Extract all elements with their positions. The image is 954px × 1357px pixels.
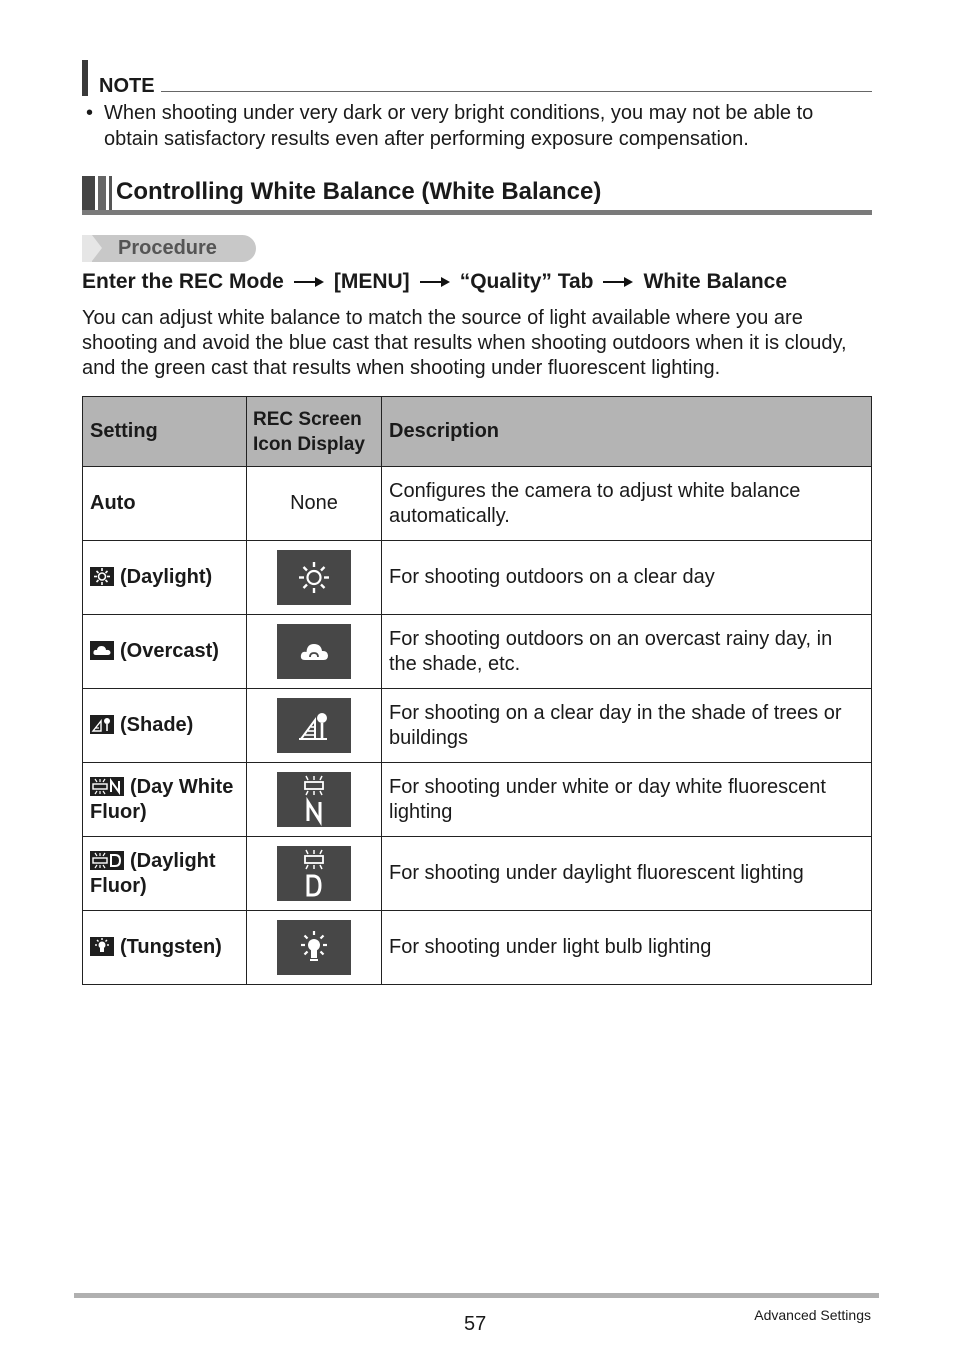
icon-cell <box>247 541 382 615</box>
setting-cell <box>83 541 247 615</box>
heading-bar <box>82 176 95 212</box>
section-title: Controlling White Balance (White Balance) <box>116 178 602 205</box>
setting-label: (Daylight Fluor) <box>90 849 216 897</box>
icon-cell <box>247 763 382 837</box>
icon-cell <box>247 911 382 985</box>
shade-icon <box>277 698 351 753</box>
header-icon-line1: REC Screen <box>253 408 362 430</box>
description-cell: For shooting outdoors on an overcast rainy day, in the shade, etc. <box>382 615 872 689</box>
tungsten-icon <box>90 937 114 956</box>
setting-label: (Shade) <box>120 714 194 736</box>
setting-cell: Auto <box>83 467 247 541</box>
table-row <box>83 763 872 837</box>
icon-cell: None <box>247 467 382 541</box>
setting-label: (Tungsten) <box>120 936 222 958</box>
path-step: [MENU] <box>333 270 410 293</box>
table-row <box>83 467 872 541</box>
table-header-row <box>83 397 872 467</box>
tungsten-icon <box>277 920 351 975</box>
menu-path <box>82 270 787 294</box>
intro-paragraph: You can adjust white balance to match the source of light available where you are shooting and avoid the blue cast that results when shooting outdoors when it is cloudy, and the green cast that results when shooting under fluorescent lighting. <box>82 307 847 379</box>
path-step: “Quality” Tab <box>459 270 594 293</box>
description-cell: For shooting under white or day white fluorescent lighting <box>382 763 872 837</box>
shade-icon <box>90 715 114 734</box>
header-icon-display <box>247 397 382 467</box>
page-number: 57 <box>464 1313 487 1335</box>
description-cell: For shooting under daylight fluorescent lighting <box>382 837 872 911</box>
setting-cell <box>83 837 247 911</box>
note-item <box>82 100 872 152</box>
overcast-icon <box>277 624 351 679</box>
note-text: When shooting under very dark or very bright conditions, you may not be able to obtain satisfactory results even after performing exposure compensation. <box>104 102 814 150</box>
day-white-fluor-icon <box>90 777 124 796</box>
table-row <box>83 689 872 763</box>
header-icon-line2: Icon Display <box>253 433 365 455</box>
note-label: NOTE <box>99 75 155 97</box>
setting-label: (Daylight) <box>120 566 213 588</box>
section-heading <box>82 176 872 216</box>
setting-cell <box>83 911 247 985</box>
table-row <box>83 911 872 985</box>
setting-cell <box>83 615 247 689</box>
setting-label: (Overcast) <box>120 640 219 662</box>
procedure-tag <box>82 235 256 262</box>
procedure-notch <box>92 235 102 261</box>
heading-bar <box>98 176 106 212</box>
overcast-icon <box>90 641 114 660</box>
heading-bar <box>109 176 112 212</box>
icon-cell <box>247 615 382 689</box>
setting-cell <box>83 689 247 763</box>
description-cell: Configures the camera to adjust white balance automatically. <box>382 467 872 541</box>
daylight-icon <box>90 567 114 586</box>
daylight-icon <box>277 550 351 605</box>
table-row <box>83 615 872 689</box>
arrow-right-icon <box>294 276 324 288</box>
setting-cell <box>83 763 247 837</box>
description-cell: For shooting outdoors on a clear day <box>382 541 872 615</box>
description-cell: For shooting under light bulb lighting <box>382 911 872 985</box>
bullet: • <box>86 102 94 124</box>
arrow-right-icon <box>420 276 450 288</box>
procedure-label: Procedure <box>118 237 217 259</box>
footer-section-name: Advanced Settings <box>754 1307 871 1323</box>
path-step: White Balance <box>643 270 788 293</box>
table-row <box>83 837 872 911</box>
white-balance-table <box>82 396 872 985</box>
arrow-right-icon <box>603 276 633 288</box>
procedure-notch <box>82 235 92 262</box>
heading-underline <box>82 210 872 215</box>
day-white-fluor-icon <box>277 772 351 827</box>
header-description: Description <box>382 397 872 467</box>
icon-cell <box>247 837 382 911</box>
daylight-fluor-icon <box>277 846 351 901</box>
daylight-fluor-icon <box>90 851 124 870</box>
description-cell: For shooting on a clear day in the shade of trees or buildings <box>382 689 872 763</box>
note-header <box>82 60 872 96</box>
note-bar <box>82 60 88 96</box>
path-step: Enter the REC Mode <box>82 270 284 293</box>
setting-label: (Day White Fluor) <box>90 775 234 823</box>
footer-rule <box>74 1293 879 1298</box>
header-setting: Setting <box>83 397 247 467</box>
icon-cell <box>247 689 382 763</box>
table-row <box>83 541 872 615</box>
note-box <box>82 60 872 152</box>
note-rule <box>161 91 872 92</box>
